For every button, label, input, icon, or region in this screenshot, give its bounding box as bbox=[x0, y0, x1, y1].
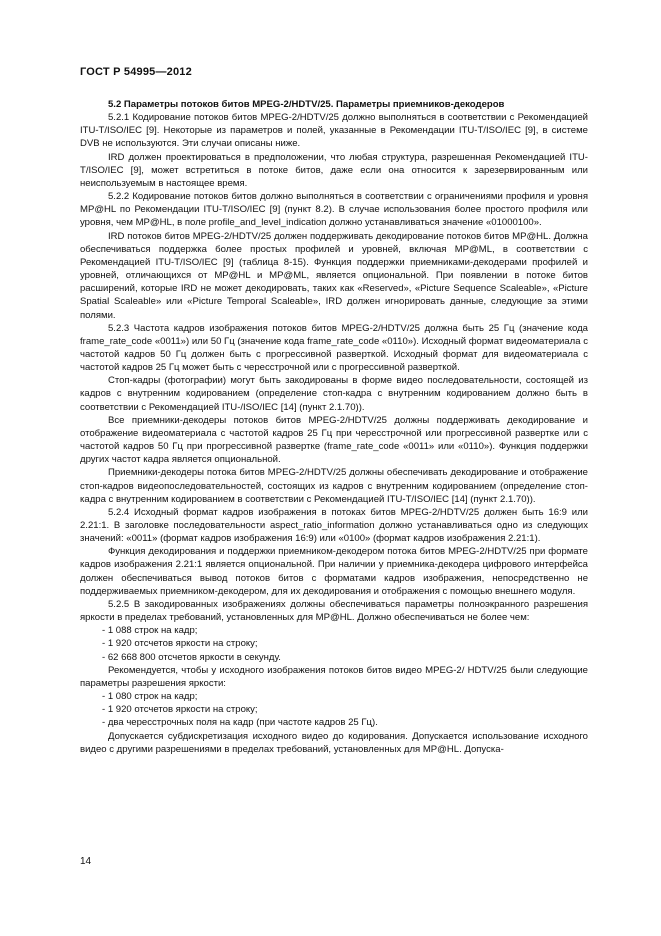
page-number: 14 bbox=[80, 856, 92, 867]
paragraph-5-2-2: 5.2.2 Кодирование потоков битов должно выполняться в соответствии с ограничениями профиля и уровня MP@HL по Рекомендации ITU-T/ISO/IEC [9] (пункт 8.2). В случае использования более простого профиля или уровня, чем MP@HL, в поле profile_and_level_indication должно устанавливаться значение «01000100». bbox=[80, 191, 588, 229]
recommended-resolution-list bbox=[80, 690, 588, 729]
list-item: - 1 920 отсчетов яркости на строку; bbox=[102, 638, 258, 650]
paragraph-decoders-still: Приемники-декодеры потока битов MPEG-2/HDTV/25 должны обеспечивать декодирование и отображение стоп-кадров видеопоследовательностей, состоящих из кадров с внутренним кодированием (определение стоп-кадра с внутренним кодированием в соответствии с Рекомендацией ITU-T/ISO/IEC [14] (пункт 2.1.70)). bbox=[80, 467, 588, 505]
paragraph-ird-profiles: IRD потоков битов MPEG-2/HDTV/25 должен поддерживать декодирование потоков битов MP@HL. Должна обеспечиваться поддержка более простых профилей и уровней, включая MP@ML, в соответствии с Рекомендацией ITU-T/ISO/IEC [9] (таблица 8-15). Функция поддержки приемниками-декодерами профилей и уровней, отличающихся от MP@HL и MP@ML, является опциональной. При появлении в потоке битов расширений, которые IRD не может декодировать, таких как «Reserved», «Picture Sequence Scaleable», «Picture Spatial Scaleable» или «Picture Temporal Scaleable», IRD должен игнорировать данные, следующие за этими полями. bbox=[80, 230, 588, 321]
paragraph-subsampling: Допускается субдискретизация исходного видео до кодирования. Допускается использование исходного видео с другими разрешениями в пределах требований, установленных для MP@HL. Допуска- bbox=[80, 730, 588, 755]
list-item: - 62 668 800 отсчетов яркости в секунду. bbox=[102, 651, 281, 663]
document-body bbox=[80, 98, 588, 756]
paragraph-all-decoders: Все приемники-декодеры потоков битов MPEG-2/HDTV/25 должны поддерживать декодирование и отображение видеоматериала с частотой кадров 25 Гц при чересстрочной или прогрессивной развертке или с частотой кадров 50 Гц при прогрессивной развертке (frame_rate_code «0011» или «0110»). Функция поддержки других частот кадра является опциональной. bbox=[80, 414, 588, 466]
paragraph-5-2-3: 5.2.3 Частота кадров изображения потоков битов MPEG-2/HDTV/25 должна быть 25 Гц (значение кода frame_rate_code «0011») или 50 Гц (значение кода frame_rate_code «0110»). Исходный формат видеоматериала с частотой кадров 50 Гц должен быть с прогрессивной разверткой. Исходный формат для видеоматериала с частотой кадров 25 Гц может быть с чересстрочной или с прогрессивной разверткой. bbox=[80, 322, 588, 374]
paragraph-recommended: Рекомендуется, чтобы у исходного изображения потоков битов видео MPEG-2/ HDTV/25 были следующие параметры разрешения яркости: bbox=[80, 664, 588, 689]
paragraph-5-2-1: 5.2.1 Кодирование потоков битов MPEG-2/HDTV/25 должно выполняться в соответствии с Рекомендацией ITU-T/ISO/IEC [9]. Некоторые из параметров и полей, указанные в Рекомендации ITU-T/ISO/IEC [9], в системе DVB не используются. Эти случаи описаны ниже. bbox=[80, 112, 588, 150]
paragraph-aspect-support: Функция декодирования и поддержки приемником-декодером потока битов MPEG-2/HDTV/25 при формате кадров изображения 2.21:1 является опциональной. При наличии у приемника-декодера цифрового интерфейса должен обеспечиваться вывод потоков битов с форматами кадров изображения, непосредственно не поддерживаемых приемником-декодером, для их декодирования и отображения с помощью внешнего модуля. bbox=[80, 546, 588, 597]
list-item: - 1 920 отсчетов яркости на строку; bbox=[102, 704, 258, 716]
section-title: 5.2 Параметры потоков битов MPEG-2/HDTV/25. Параметры приемников-декодеров bbox=[108, 99, 505, 110]
standard-header: ГОСТ Р 54995—2012 bbox=[80, 66, 192, 78]
paragraph-still-frames: Стоп-кадры (фотографии) могут быть закодированы в форме видео последовательности, состоящей из кадров с внутренним кодированием (определение стоп-кадра с внутренним кодированием должно быть в соответствии с Рекомендацией ITU-/ISO/IEC [14] (пункт 2.1.70)). bbox=[80, 375, 588, 413]
list-item: - 1 088 строк на кадр; bbox=[102, 625, 198, 637]
paragraph-5-2-4: 5.2.4 Исходный формат кадров изображения в потоках битов MPEG-2/HDTV/25 должен быть 16:9 или 2.21:1. В заголовке последовательности aspect_ratio_information должно устанавливаться одно из следующих значений: «0011» (формат кадров изображения 16:9) или «0100» (формат кадров изображения 2.21:1). bbox=[80, 506, 588, 545]
paragraph-5-2-5: 5.2.5 В закодированных изображениях должны обеспечиваться параметры полноэкранного разрешения яркости в пределах требований, установленных для MP@HL. Должно обеспечиваться не более чем: bbox=[80, 598, 588, 624]
paragraph-ird-design: IRD должен проектироваться в предположении, что любая структура, разрешенная Рекомендацией ITU-T/ISO/IEC [9], может встретиться в потоке битов, даже если она относится к зарезервированным или неиспользуемым в настоящее время. bbox=[80, 151, 588, 189]
resolution-limits-list bbox=[80, 624, 588, 663]
list-item: - 1 080 строк на кадр; bbox=[102, 691, 198, 703]
list-item: - два чересстрочных поля на кадр (при частоте кадров 25 Гц). bbox=[102, 717, 378, 729]
